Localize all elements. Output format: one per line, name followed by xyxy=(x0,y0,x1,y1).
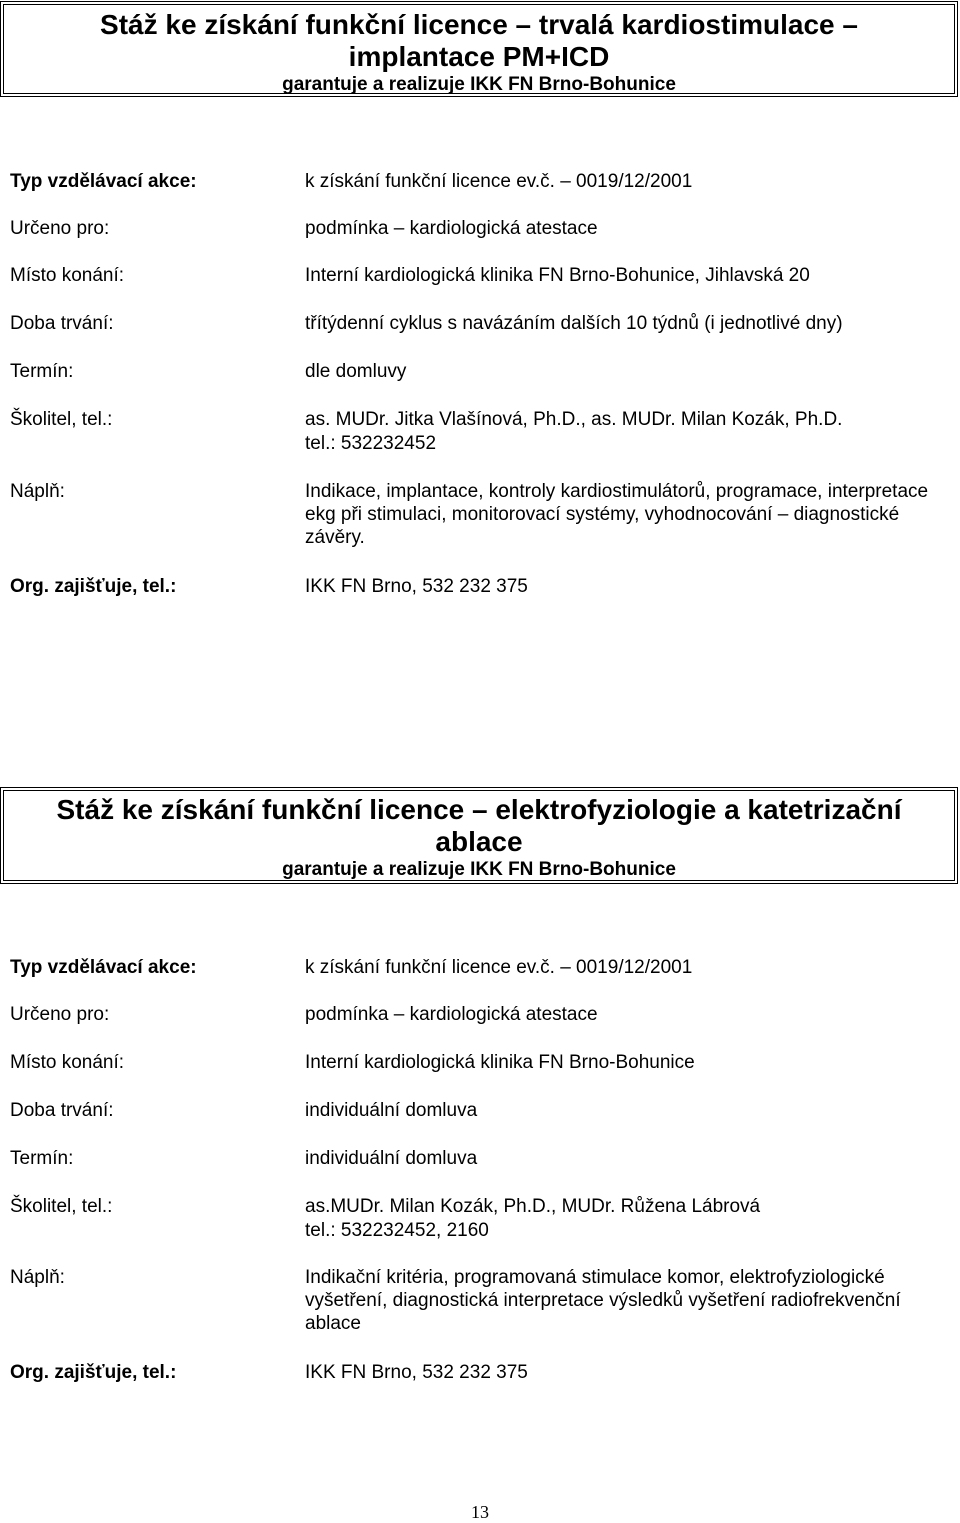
s1-label-urceno: Určeno pro: xyxy=(10,218,110,239)
s2-value-org: IKK FN Brno, 532 232 375 xyxy=(305,1362,528,1383)
section2-title-line2: ablace xyxy=(435,826,523,857)
s1-label-skolitel: Školitel, tel.: xyxy=(10,409,113,430)
s2-label-misto: Místo konání: xyxy=(10,1052,125,1073)
s1-value-skolitel-line1: as. MUDr. Jitka Vlašínová, Ph.D., as. MUDr. Milan Kozák, Ph.D. xyxy=(305,409,843,430)
section1-title-line2: implantace PM+ICD xyxy=(348,41,610,72)
s1-value-misto: Interní kardiologická klinika FN Brno-Bohunice, Jihlavská 20 xyxy=(305,265,810,286)
s1-label-termin: Termín: xyxy=(10,361,74,382)
s2-value-skolitel-line1: as.MUDr. Milan Kozák, Ph.D., MUDr. Růžena Lábrová xyxy=(305,1196,761,1217)
s1-value-typ: k získání funkční licence ev.č. – 0019/12/2001 xyxy=(305,171,693,192)
section1-title-line1: Stáž ke získání funkční licence – trvalá kardiostimulace – xyxy=(100,9,858,40)
s2-value-typ: k získání funkční licence ev.č. – 0019/12/2001 xyxy=(305,957,693,978)
s2-value-termin: individuální domluva xyxy=(305,1148,478,1169)
section2-subtitle: garantuje a realizuje IKK FN Brno-Bohunice xyxy=(282,859,676,880)
s1-label-misto: Místo konání: xyxy=(10,265,125,286)
section1-subtitle: garantuje a realizuje IKK FN Brno-Bohunice xyxy=(282,74,676,95)
s2-label-napln: Náplň: xyxy=(10,1267,65,1288)
s2-label-doba: Doba trvání: xyxy=(10,1100,114,1121)
s1-label-typ: Typ vzdělávací akce: xyxy=(10,171,197,192)
s1-label-doba: Doba trvání: xyxy=(10,313,114,334)
s1-value-skolitel-line2: tel.: 532232452 xyxy=(305,433,437,454)
s2-label-org: Org. zajišťuje, tel.: xyxy=(10,1362,177,1383)
s1-value-termin: dle domluvy xyxy=(305,361,407,382)
section2-header-box xyxy=(3,790,955,881)
s1-value-urceno: podmínka – kardiologická atestace xyxy=(305,218,598,239)
s2-value-misto: Interní kardiologická klinika FN Brno-Bohunice xyxy=(305,1052,695,1073)
section2-title-line1: Stáž ke získání funkční licence – elektrofyziologie a katetrizační xyxy=(56,794,902,825)
s1-label-napln: Náplň: xyxy=(10,481,65,502)
s2-value-skolitel-line2: tel.: 532232452, 2160 xyxy=(305,1220,489,1241)
s2-value-doba: individuální domluva xyxy=(305,1100,478,1121)
page-number: 13 xyxy=(471,1502,489,1522)
s1-value-doba: třítýdenní cyklus s navázáním dalších 10 týdnů (i jednotlivé dny) xyxy=(305,313,843,334)
s2-value-napln: Indikační kritéria, programovaná stimulace komor, elektrofyziologické vyšetření, diagnostická interpretace výsledků vyšetření radiofrekvenční ablace xyxy=(305,1267,901,1334)
s1-value-org: IKK FN Brno, 532 232 375 xyxy=(305,576,528,597)
s2-label-termin: Termín: xyxy=(10,1148,74,1169)
section1-header-box xyxy=(3,4,955,94)
s2-label-typ: Typ vzdělávací akce: xyxy=(10,957,197,978)
s1-value-napln: Indikace, implantace, kontroly kardiostimulátorů, programace, interpretace ekg při stimulaci, monitorovací systémy, vyhodnocování – diagnostické závěry. xyxy=(305,481,929,548)
s1-label-org: Org. zajišťuje, tel.: xyxy=(10,576,177,597)
s2-value-urceno: podmínka – kardiologická atestace xyxy=(305,1004,598,1025)
s2-label-urceno: Určeno pro: xyxy=(10,1004,110,1025)
s2-label-skolitel: Školitel, tel.: xyxy=(10,1196,113,1217)
